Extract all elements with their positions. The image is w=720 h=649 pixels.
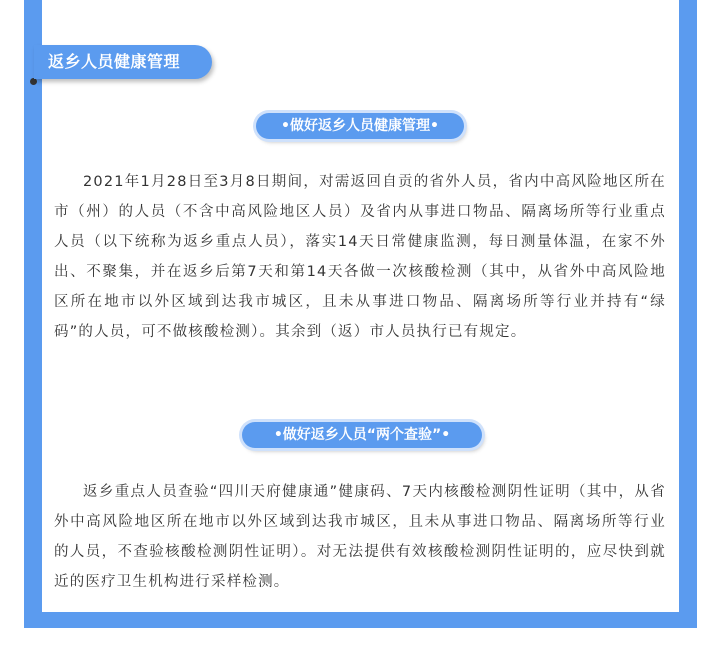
tab-dot-decoration [30,78,37,85]
frame-bottom-border [24,612,697,628]
subsection-heading-two-checks: •做好返乡人员“两个查验”• [242,422,482,448]
paragraph-two-checks: 返乡重点人员查验“四川天府健康通”健康码、7天内核酸检测阴性证明（其中，从省外中高风险地区所在地市以外区域到达我市城区，且未从事进口物品、隔离场所等行业的人员，不查验核酸检测阴性证明）。对无法提供有效核酸检测阴性证明的，应尽快到就近的医疗卫生机构进行采样检测。 [54,484,666,590]
subsection-heading-health-management: •做好返乡人员健康管理• [256,113,464,139]
paragraph-health-monitoring: 2021年1月28日至3月8日期间，对需返回自贡的省外人员，省内中高风险地区所在市（州）的人员（不含中高风险地区人员）及省内从事进口物品、隔离场所等行业重点人员（以下统称为返乡重点人员），落实14天日常健康监测，每日测量体温，在家不外出、不聚集，并在返乡后第7天和第14天各做一次核酸检测（其中，从省外中高风险地区所在地市以外区域到达我市城区，且未从事进口物品、隔离场所等行业并持有“绿码”的人员，可不做核酸检测）。其余到（返）市人员执行已有规定。 [54,174,666,340]
frame-left-border [24,0,42,628]
section-title-tab: 返乡人员健康管理 [34,45,212,79]
frame-right-border [679,0,697,628]
